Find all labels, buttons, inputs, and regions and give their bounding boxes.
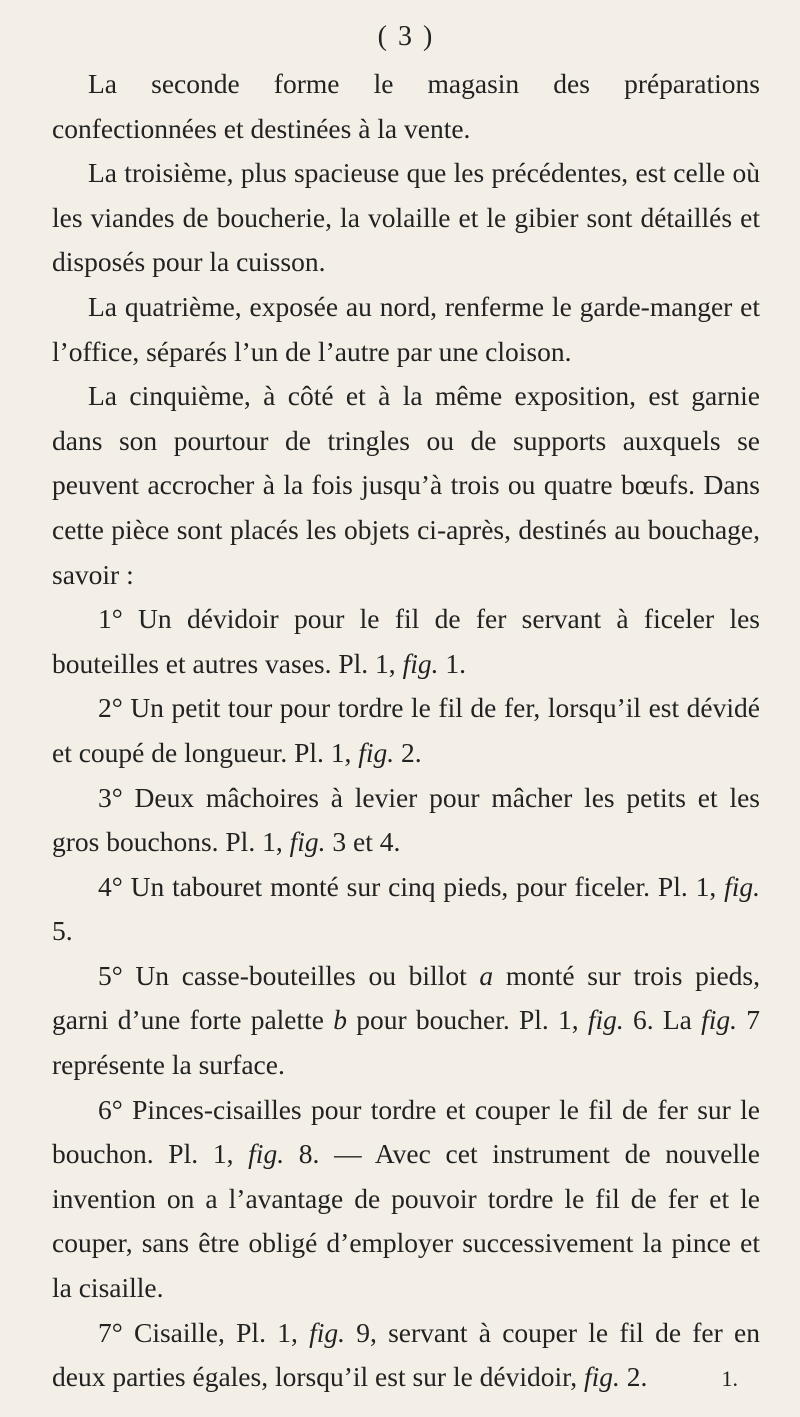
list-item: 1° Un dévidoir pour le fil de fer servant à ficeler les bouteilles et autres vases. Pl. 1, fig. 1.: [52, 603, 760, 679]
paragraph: La troisième, plus spacieuse que les précédentes, est celle où les viandes de boucherie, la volaille et le gibier sont détaillés et disposés pour la cuisson.: [52, 157, 760, 278]
page-number: ( 3 ): [377, 21, 435, 52]
paragraph: La cinquième, à côté et à la même exposition, est garnie dans son pourtour de tringles ou de supports auxquels se peuvent accrocher à la fois jusqu’à trois ou quatre bœufs. Dans cette pièce sont placés les objets ci-après, destinés au bouchage, savoir :: [52, 380, 760, 590]
body-text: [52, 62, 760, 1400]
signature-mark: 1.: [721, 1366, 738, 1391]
list-item: 2° Un petit tour pour tordre le fil de fer, lorsqu’il est dévidé et coupé de longueur. Pl. 1, fig. 2.: [52, 692, 760, 768]
paragraph: La seconde forme le magasin des préparations confectionnées et destinées à la vente.: [52, 68, 760, 144]
paragraph: La quatrième, exposée au nord, renferme le garde-manger et l’office, séparés l’un de l’autre par une cloison.: [52, 290, 760, 367]
list-item: 7° Cisaille, Pl. 1, fig. 9, servant à couper le fil de fer en deux parties égales, lorsqu’il est sur le dévidoir, fig. 2.: [52, 1316, 761, 1393]
list-item: 6° Pinces-cisailles pour tordre et couper le fil de fer sur le bouchon. Pl. 1, fig. 8. — Avec cet instrument de nouvelle invention on a l’avantage de pouvoir tordre le fil de fer et le couper, sans être obligé d’employer successivement la pince et la cisaille.: [52, 1093, 761, 1304]
list-item: 4° Un tabouret monté sur cinq pieds, pour ficeler. Pl. 1, fig. 5.: [52, 870, 760, 947]
list-item: 5° Un casse-bouteilles ou billot a monté sur trois pieds, garni d’une forte palette b pour boucher. Pl. 1, fig. 6. La fig. 7 représente la surface.: [52, 959, 760, 1081]
list-item: 3° Deux mâchoires à levier pour mâcher les petits et les gros bouchons. Pl. 1, fig. 3 et 4.: [52, 781, 760, 858]
